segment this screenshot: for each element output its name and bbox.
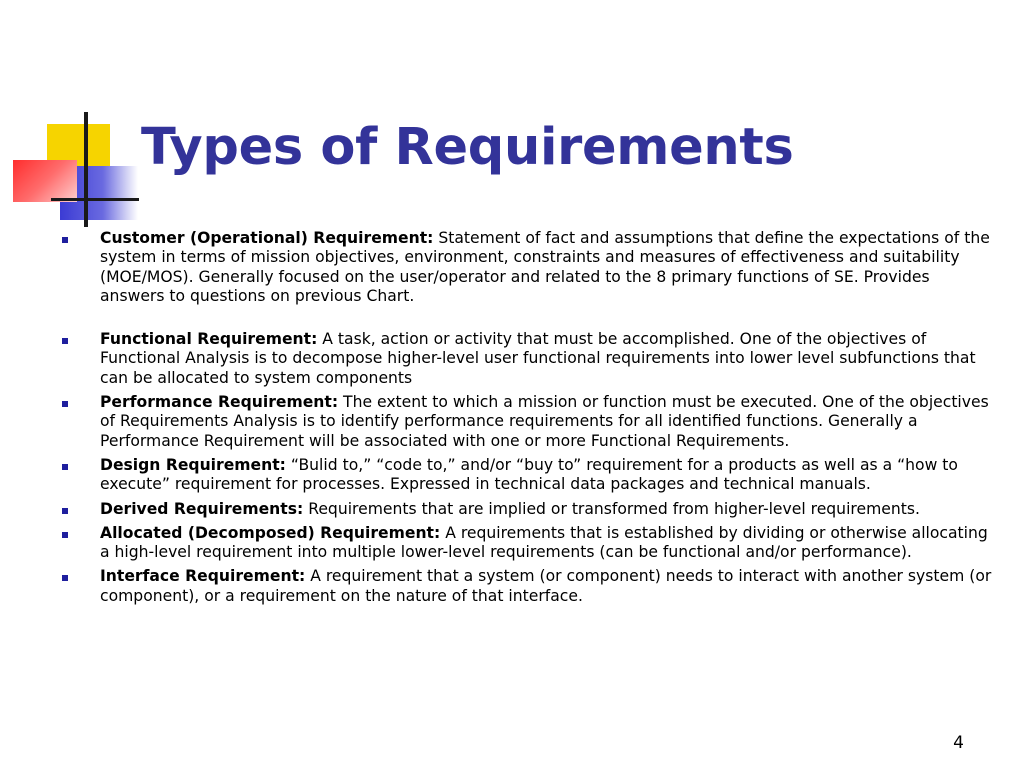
decor-red-square (13, 160, 77, 202)
square-bullet-icon (62, 338, 68, 344)
list-item-derived-requirements (58, 500, 998, 519)
decor-vertical-line (84, 112, 88, 227)
item-term: Design Requirement: (100, 455, 286, 474)
list-item-performance-requirement (58, 393, 998, 451)
item-text: Statement of fact and assumptions that define the expectations of the system in terms of mission objectives, environment, constraints and measures of effectiveness and suitability (MOE/MOS). Generally focused on the user/operator and related to the 8 primary functions of SE. Provides answers to questions on previous Chart. (100, 229, 990, 305)
square-bullet-icon (62, 464, 68, 470)
list-item-interface-requirement (58, 567, 998, 606)
decor-horizontal-line (51, 198, 139, 201)
item-term: Interface Requirement: (100, 567, 306, 586)
item-term: Customer (Operational) Requirement: (100, 229, 434, 247)
item-text: A requirements that is established by dividing or otherwise allocating a high-level requirement into multiple lower-level requirements (can be functional and/or performance). (100, 523, 988, 562)
item-text: The extent to which a mission or function must be executed. One of the objectives of Requirements Analysis is to identify performance requirements for all identified functions. Generally a Performance Requirement will be associated with one or more Functional Requirements. (100, 393, 989, 450)
square-bullet-icon (62, 237, 68, 243)
page-number: 4 (953, 733, 964, 753)
item-term: Performance Requirement: (100, 393, 339, 412)
list-item-customer-requirement (58, 229, 998, 306)
item-term: Allocated (Decomposed) Requirement: (100, 523, 441, 542)
square-bullet-icon (62, 532, 68, 538)
item-text: Requirements that are implied or transformed from higher-level requirements. (303, 499, 920, 518)
slide-title: Types of Requirements (141, 118, 794, 177)
list-item-design-requirement (58, 456, 998, 495)
list-item-allocated-requirement (58, 524, 998, 563)
square-bullet-icon (62, 575, 68, 581)
item-term: Derived Requirements: (100, 499, 304, 518)
item-text: A task, action or activity that must be accomplished. One of the objectives of Functional Analysis is to decompose higher-level user functional requirements into lower level subfunctions that can be allocated to system components (100, 330, 976, 387)
requirements-list (58, 229, 998, 611)
item-term: Functional Requirement: (100, 330, 318, 349)
item-text: “Bulid to,” “code to,” and/or “buy to” requirement for a products as well as a “how to execute” requirement for processes. Expressed in technical data packages and technical manuals. (100, 455, 958, 494)
item-text: A requirement that a system (or component) needs to interact with another system (or component), or a requirement on the nature of that interface. (100, 567, 992, 605)
square-bullet-icon (62, 401, 68, 407)
square-bullet-icon (62, 508, 68, 514)
list-item-functional-requirement (58, 330, 998, 388)
